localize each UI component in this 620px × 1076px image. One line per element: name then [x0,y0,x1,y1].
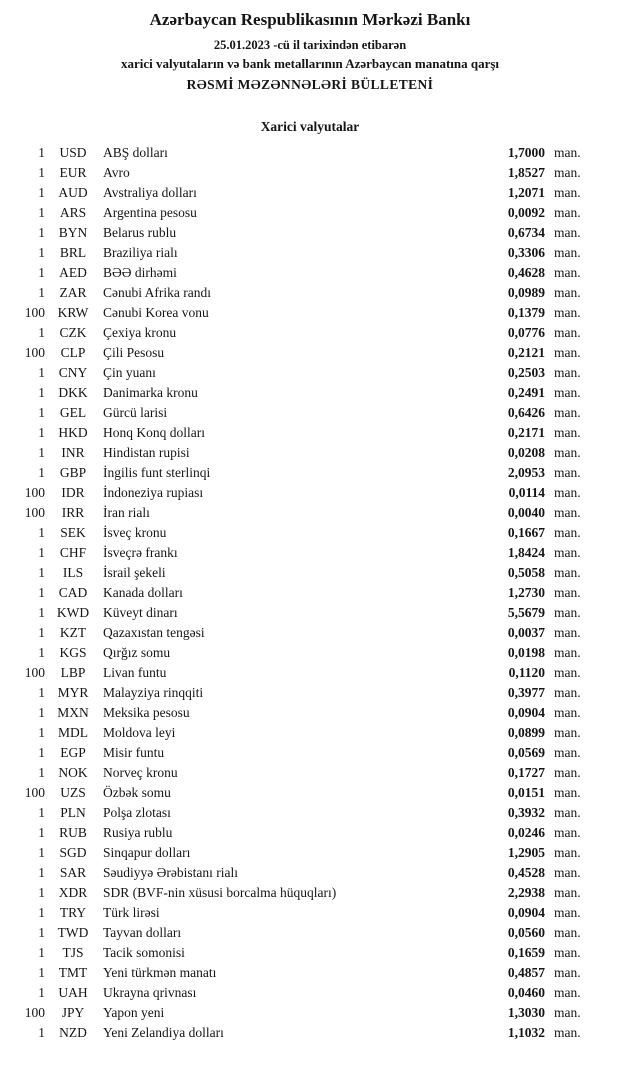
rate-value: 0,0569 [507,745,545,760]
currency-code: CLP [60,345,86,360]
currency-name: Braziliya rialı [103,245,178,260]
unit-label: man. [554,1025,581,1040]
currency-code: TMT [58,965,88,980]
rate-value: 5,5679 [507,605,545,620]
rate-quantity: 1 [38,405,45,420]
currency-name: Meksika pesosu [103,705,190,720]
currency-name: Danimarka kronu [103,385,198,400]
rate-value: 0,1667 [507,525,545,540]
rate-quantity: 1 [38,145,45,160]
unit-label: man. [554,305,581,320]
rate-quantity: 1 [38,265,45,280]
currency-code: IRR [61,505,85,520]
currency-code: CNY [58,365,88,380]
currency-code: CHF [59,545,87,560]
rate-value: 0,2503 [507,365,545,380]
unit-label: man. [554,445,581,460]
rate-quantity: 1 [38,365,45,380]
rate-quantity: 1 [38,965,45,980]
rate-row [15,583,590,603]
rate-row [15,843,590,863]
rate-quantity: 1 [38,525,45,540]
unit-label: man. [554,505,581,520]
rate-row [15,463,590,483]
rate-row [15,443,590,463]
rate-row [15,303,590,323]
rate-value: 0,0198 [507,645,545,660]
rate-quantity: 1 [38,725,45,740]
currency-code: NOK [58,765,88,780]
rate-value: 0,0560 [507,925,545,940]
currency-code: HKD [58,425,88,440]
rate-quantity: 1 [38,205,45,220]
unit-label: man. [554,785,581,800]
rate-row [15,603,590,623]
currency-code: MYR [57,685,89,700]
rate-row [15,743,590,763]
rate-row [15,423,590,443]
currency-code: ARS [59,205,87,220]
rate-value: 1,2071 [507,185,545,200]
rate-row [15,283,590,303]
currency-name: Belarus rublu [103,225,177,240]
currency-name: Malayziya rinqqiti [103,685,204,700]
rate-value: 0,3306 [507,245,545,260]
rate-quantity: 1 [38,605,45,620]
rate-value: 0,0246 [507,825,545,840]
rate-quantity: 1 [38,585,45,600]
currency-code: KZT [59,625,87,640]
rate-row [15,263,590,283]
currency-code: GEL [59,405,87,420]
currency-code: TWD [57,925,89,940]
rate-row [15,783,590,803]
rate-quantity: 1 [38,245,45,260]
rate-quantity: 1 [38,465,45,480]
unit-label: man. [554,485,581,500]
currency-code: PLN [60,805,86,820]
unit-label: man. [554,665,581,680]
rate-value: 1,2905 [507,845,545,860]
rate-quantity: 1 [38,865,45,880]
section-title-foreign-currencies: Xarici valyutalar [260,119,360,134]
rate-row [15,183,590,203]
currency-name: SDR (BVF-nin xüsusi borcalma hüquqları) [103,885,337,900]
currency-name: Yeni Zelandiya dolları [103,1025,224,1040]
currency-name: Çili Pesosu [103,345,165,360]
rate-row [15,1003,590,1023]
rate-value: 0,5058 [507,565,545,580]
rate-quantity: 100 [24,1005,45,1020]
effective-date-line: 25.01.2023 -cü il tarixindən etibarən [213,38,407,52]
currency-code: CAD [58,585,88,600]
rate-value: 0,6734 [507,225,545,240]
rate-value: 0,0208 [507,445,545,460]
rate-quantity: 1 [38,565,45,580]
currency-code: ZAR [59,285,87,300]
unit-label: man. [554,525,581,540]
rate-quantity: 1 [38,625,45,640]
rate-value: 1,8424 [507,545,545,560]
rate-row [15,343,590,363]
rate-value: 0,2491 [507,385,545,400]
currency-code: TJS [62,945,84,960]
currency-name: İsrail şekeli [103,565,166,580]
unit-label: man. [554,625,581,640]
rate-quantity: 1 [38,805,45,820]
rate-value: 1,3030 [507,1005,545,1020]
rate-quantity: 1 [38,325,45,340]
currency-code: MXN [57,705,89,720]
rate-value: 0,1120 [508,665,545,680]
currency-code: UZS [60,785,86,800]
rate-row [15,903,590,923]
rate-quantity: 100 [24,785,45,800]
currency-name: Tayvan dolları [103,925,182,940]
unit-label: man. [554,325,581,340]
rate-row [15,163,590,183]
unit-label: man. [554,705,581,720]
rate-row [15,923,590,943]
rate-value: 1,2730 [507,585,545,600]
unit-label: man. [554,645,581,660]
currency-name: Norveç kronu [103,765,178,780]
rate-quantity: 1 [38,445,45,460]
rate-value: 0,2121 [507,345,545,360]
rate-quantity: 1 [38,745,45,760]
rate-row [15,683,590,703]
currency-name: Gürcü larisi [103,405,168,420]
currency-code: NZD [59,1025,87,1040]
unit-label: man. [554,185,581,200]
rate-row [15,363,590,383]
unit-label: man. [554,285,581,300]
currency-name: Moldova leyi [103,725,176,740]
rate-quantity: 1 [38,185,45,200]
unit-label: man. [554,585,581,600]
rate-quantity: 100 [24,345,45,360]
currency-name: Misir funtu [103,745,165,760]
rate-row [15,943,590,963]
currency-code: GBP [59,465,87,480]
rate-value: 0,0989 [507,285,545,300]
currency-code: KRW [57,305,89,320]
currency-code: LBP [60,665,86,680]
unit-label: man. [554,365,581,380]
rate-value: 0,0040 [507,505,545,520]
currency-name: Yeni türkmən manatı [103,965,217,980]
unit-label: man. [554,985,581,1000]
unit-label: man. [554,265,581,280]
rate-value: 0,0151 [507,785,545,800]
rate-row [15,243,590,263]
unit-label: man. [554,745,581,760]
bulletin-title: RƏSMİ MƏZƏNNƏLƏRİ BÜLLETENİ [186,77,434,92]
rate-value: 0,1379 [507,305,545,320]
currency-name: İsveç kronu [103,525,167,540]
rate-quantity: 1 [38,165,45,180]
rate-row [15,383,590,403]
rate-row [15,543,590,563]
rate-quantity: 100 [24,665,45,680]
unit-label: man. [554,145,581,160]
currency-name: Türk lirəsi [103,905,160,920]
rate-quantity: 1 [38,905,45,920]
rate-quantity: 100 [24,305,45,320]
rate-value: 0,0776 [507,325,545,340]
rate-row [15,323,590,343]
currency-name: BƏƏ dirhəmi [103,265,177,280]
currency-name: Avstraliya dolları [103,185,197,200]
unit-label: man. [554,685,581,700]
currency-code: UAH [58,985,88,1000]
currency-code: CZK [59,325,87,340]
currency-name: ABŞ dolları [103,145,168,160]
rate-quantity: 100 [24,485,45,500]
rate-row [15,483,590,503]
currency-code: BYN [58,225,88,240]
rate-row [15,563,590,583]
rate-value: 0,3977 [507,685,545,700]
currency-name: Çexiya kronu [103,325,177,340]
rate-value: 2,2938 [507,885,545,900]
currency-name: Qırğız somu [103,645,171,660]
unit-label: man. [554,865,581,880]
rate-quantity: 100 [24,505,45,520]
rate-quantity: 1 [38,705,45,720]
rate-value: 0,1659 [507,945,545,960]
rate-quantity: 1 [38,425,45,440]
currency-name: Qazaxıstan tengəsi [103,625,205,640]
currency-code: IDR [61,485,85,500]
rate-value: 1,1032 [507,1025,545,1040]
currency-name: Rusiya rublu [103,825,173,840]
currency-code: AED [59,265,87,280]
currency-code: KGS [59,645,87,660]
rate-quantity: 1 [38,225,45,240]
currency-name: Səudiyyə Ərəbistanı rialı [103,865,238,880]
unit-label: man. [554,545,581,560]
rate-row [15,723,590,743]
rate-quantity: 1 [38,925,45,940]
currency-code: SEK [60,525,86,540]
rate-quantity: 1 [38,385,45,400]
rate-row [15,503,590,523]
rate-quantity: 1 [38,985,45,1000]
currency-name: Honq Konq dolları [103,425,205,440]
rate-row [15,963,590,983]
rate-value: 1,8527 [507,165,545,180]
rate-value: 0,4628 [507,265,545,280]
currency-name: Hindistan rupisi [103,445,190,460]
currency-code: SGD [59,845,87,860]
rate-quantity: 1 [38,285,45,300]
currency-name: Küveyt dinarı [103,605,178,620]
rate-row [15,523,590,543]
currency-name: Özbək somu [103,785,171,800]
rate-row [15,143,590,163]
unit-label: man. [554,885,581,900]
currency-code: DKK [58,385,88,400]
unit-label: man. [554,845,581,860]
rate-value: 0,1727 [507,765,545,780]
unit-label: man. [554,965,581,980]
rate-quantity: 1 [38,825,45,840]
rate-quantity: 1 [38,645,45,660]
rate-value: 0,4857 [507,965,545,980]
currency-name: Ukrayna qrivnası [103,985,197,1000]
unit-label: man. [554,765,581,780]
currency-code: EUR [59,165,87,180]
unit-label: man. [554,205,581,220]
currency-code: AUD [58,185,88,200]
rate-row [15,863,590,883]
rate-value: 0,3932 [507,805,545,820]
rate-quantity: 1 [38,545,45,560]
rate-value: 0,0037 [507,625,545,640]
currency-name: Sinqapur dolları [103,845,191,860]
rate-quantity: 1 [38,685,45,700]
rates-table [0,143,620,1053]
currency-code: JPY [61,1005,85,1020]
currency-code: USD [59,145,87,160]
currency-code: TRY [59,905,87,920]
currency-name: İngilis funt sterlinqi [103,465,211,480]
currency-name: Tacik somonisi [103,945,185,960]
currency-code: BRL [59,245,87,260]
rate-quantity: 1 [38,765,45,780]
rate-row [15,623,590,643]
unit-label: man. [554,605,581,620]
rate-value: 0,4528 [507,865,545,880]
unit-label: man. [554,1005,581,1020]
rate-quantity: 1 [38,1025,45,1040]
rate-value: 2,0953 [507,465,545,480]
currency-code: KWD [56,605,90,620]
rate-value: 0,0904 [507,705,545,720]
currency-code: SAR [59,865,87,880]
currency-name: İran rialı [103,505,150,520]
rate-row [15,223,590,243]
rate-row [15,403,590,423]
unit-label: man. [554,345,581,360]
unit-label: man. [554,405,581,420]
currency-name: Avro [103,165,130,180]
rate-value: 0,0114 [508,485,545,500]
currency-name: Polşa zlotası [103,805,171,820]
rate-row [15,823,590,843]
currency-name: Kanada dolları [103,585,183,600]
currency-name: Argentina pesosu [103,205,197,220]
currency-name: İndoneziya rupiası [103,485,204,500]
unit-label: man. [554,565,581,580]
currency-code: INR [61,445,85,460]
rate-row [15,643,590,663]
rate-row [15,983,590,1003]
currency-name: Cənubi Korea vonu [103,305,209,320]
unit-label: man. [554,805,581,820]
bulletin-header [0,10,620,93]
currency-code: ILS [62,565,84,580]
rate-quantity: 1 [38,845,45,860]
unit-label: man. [554,925,581,940]
rate-row [15,803,590,823]
rate-quantity: 1 [38,945,45,960]
rate-value: 1,7000 [507,145,545,160]
rate-value: 0,0092 [507,205,545,220]
currency-name: Livan funtu [103,665,167,680]
unit-label: man. [554,385,581,400]
rate-row [15,763,590,783]
rate-row [15,203,590,223]
rate-row [15,703,590,723]
currency-code: RUB [59,825,87,840]
rate-row [15,663,590,683]
currency-name: Cənubi Afrika randı [103,285,211,300]
unit-label: man. [554,825,581,840]
unit-label: man. [554,425,581,440]
unit-label: man. [554,465,581,480]
currency-code: EGP [60,745,86,760]
bulletin-subtitle: xarici valyutaların və bank metallarının Azərbaycan manatına qarşı [120,56,500,71]
rate-value: 0,0899 [507,725,545,740]
bank-title: Azərbaycan Respublikasının Mərkəzi Bankı [149,10,471,29]
unit-label: man. [554,225,581,240]
rate-row [15,883,590,903]
unit-label: man. [554,725,581,740]
rate-value: 0,6426 [507,405,545,420]
rate-value: 0,0460 [507,985,545,1000]
rate-row [15,1023,590,1043]
rate-value: 0,0904 [507,905,545,920]
unit-label: man. [554,165,581,180]
unit-label: man. [554,905,581,920]
rate-value: 0,2171 [507,425,545,440]
currency-name: İsveçrə frankı [103,545,178,560]
currency-name: Çin yuanı [103,365,156,380]
currency-code: MDL [58,725,88,740]
currency-code: XDR [58,885,88,900]
currency-name: Yapon yeni [103,1005,165,1020]
rate-quantity: 1 [38,885,45,900]
unit-label: man. [554,945,581,960]
unit-label: man. [554,245,581,260]
